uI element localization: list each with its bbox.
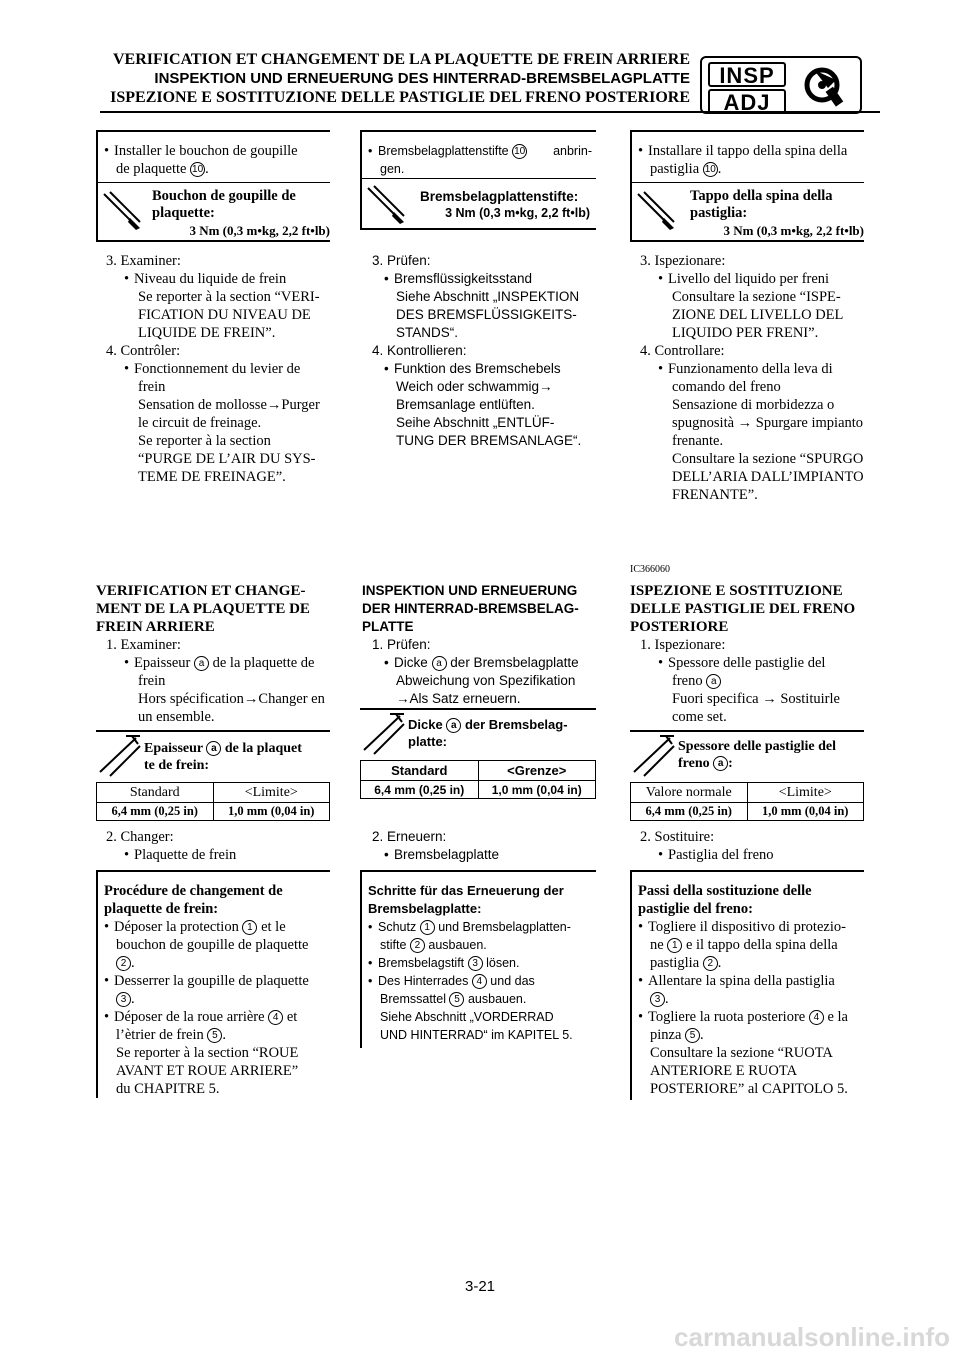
caliper-icon [360, 710, 408, 758]
de-spec-table: Dicke a der Bremsbelag- platte: Standard <Grenze> 6,4 mm (0,25 in) 1,0 mm (0,04 in) [360, 708, 596, 799]
fr-torque-value: 3 Nm (0,3 m•kg, 2,2 ft•lb) [189, 223, 330, 238]
caliper-icon [630, 732, 678, 780]
it-step-1: 1. Ispezionare: • Spessore delle pastiglie del freno a Fuori specifica → Sostituirle come set. [640, 637, 840, 725]
it-spec-table: Spessore delle pastiglie del freno a : Valore normale <Limite> 6,4 mm (0,25 in) 1,0 mm (0,04 in) [630, 730, 864, 821]
fr-spec-table: Epaisseur a de la plaquet te de frein: Standard <Limite> 6,4 mm (0,25 in) 1,0 mm (0,04 in) [96, 730, 330, 821]
it-torque-title: Tappo della spina della [690, 188, 833, 204]
it-install-box: • Installare il tappo della spina della pastiglia 10 . Tappo della spina della pastiglia: 3 Nm (0,3 m•kg, 2,2 ft•lb) [630, 130, 864, 242]
badge-adj: ADJ [708, 89, 786, 114]
de-torque-title: Bremsbelagplattenstifte: [420, 189, 579, 204]
torque-wrench-icon [634, 188, 678, 232]
it-install-text: Installare il tappo della spina della [648, 143, 848, 159]
watermark: carmanualsonline.info [674, 1322, 950, 1352]
it-steps-3-4: 3. Ispezionare: • Livello del liquido per freni Consultare la sezione “ISPE- ZIONE DEL LIVELLO DEL LIQUIDO PER FRENI”. 4. Controllare: • Funzionamento della leva di comando del freno Sensazione di morbidezza o spugnosità → Spurgare impianto frenante. Consultare la sezione “SPURGO DELL’ARIA DALL’IMPIANTO FRENANTE”. [640, 253, 864, 503]
it-torque-value: 3 Nm (0,3 m•kg, 2,2 ft•lb) [723, 223, 864, 238]
caliper-icon [96, 732, 144, 780]
it-step-2: 2. Sostituire: • Pastiglia del freno [640, 829, 774, 863]
de-install-text: Bremsbelagplattenstifte [378, 144, 509, 158]
fr-steps-3-4: 3. Examiner: • Niveau du liquide de frein Se reporter à la section “VERI- FICATION DU NIVEAU DE LIQUIDE DE FREIN”. 4. Contrôler: • Fonctionnement du levier de frein Sensation de mollosse→Purger le circuit de freinage. Se reporter à la section “PURGE DE L’AIR DU SYS- TEME DE FREINAGE”. [106, 253, 320, 485]
title-fr: VERIFICATION ET CHANGEMENT DE LA PLAQUETTE DE FREIN ARRIERE [113, 51, 690, 68]
de-step-1: 1. Prüfen: • Dicke a der Bremsbelagplatte Abweichung von Spezifikation →Als Satz erneuern. [372, 637, 579, 706]
de-section-heading: INSPEKTION UND ERNEUERUNG DER HINTERRAD-BREMSBELAG- PLATTE [362, 583, 579, 634]
it-section-heading: ISPEZIONE E SOSTITUZIONE DELLE PASTIGLIE DEL FRENO POSTERIORE [630, 583, 856, 635]
fr-step-1: 1. Examiner: • Epaisseur a de la plaquette de frein Hors spécification→Changer en un ensemble. [106, 637, 325, 725]
badge-insp: INSP [708, 62, 786, 87]
fr-install-text: Installer le bouchon de goupille [114, 143, 298, 159]
page-number: 3-21 [464, 1278, 496, 1295]
ref-10: 10 [192, 164, 204, 175]
wrench-gauge-icon [796, 62, 854, 108]
fr-torque-title: Bouchon de goupille de [152, 188, 296, 204]
torque-wrench-icon [364, 182, 408, 226]
section-badge [700, 56, 862, 114]
fr-step-2: 2. Changer: • Plaquette de frein [106, 829, 237, 863]
it-ref-code: IC366060 [630, 564, 670, 575]
torque-wrench-icon [100, 188, 144, 232]
de-steps-3-4: 3. Prüfen: • Bremsflüssigkeitsstand Siehe Abschnitt „INSPEKTION DES BREMSFLÜSSIGKEITS- STANDS“. 4. Kontrollieren: • Funktion des Bremschebels Weich oder schwammig→ Bremsanlage entlüften. Seihe Abschnitt „ENTLÜF- TUNG DER BREMSANLAGE“. [372, 253, 582, 448]
fr-install-box: • Installer le bouchon de goupille de plaquette 10 . Bouchon de goupille de plaquette: 3 Nm (0,3 m•kg, 2,2 ft•lb) [96, 130, 330, 242]
title-it: ISPEZIONE E SOSTITUZIONE DELLE PASTIGLIE DEL FRENO POSTERIORE [110, 89, 690, 106]
de-step-2: 2. Erneuern: • Bremsbelagplatte [372, 829, 500, 862]
de-install-box: • Bremsbelagplattenstifte 10 anbrin- gen. Bremsbelagplattenstifte: 3 Nm (0,3 m•kg, 2,2 ft•lb) [360, 130, 596, 230]
title-de: INSPEKTION UND ERNEUERUNG DES HINTERRAD-BREMSBELAGPLATTE [154, 70, 690, 87]
torque-divider [96, 182, 330, 183]
fr-procedure-box: Procédure de changement de plaquette de frein: • Déposer la protection 1 et le bouchon de goupille de plaquette 2 . • Desserrer la goupille de plaquette 3 . • Déposer de la roue arrière 4 et l’ètrier de frein 5 . Se reporter à la section “ROUE AVANT ET ROUE ARRIERE” du CHAPITRE 5. [96, 870, 330, 1088]
fr-section-heading: VERIFICATION ET CHANGE- MENT DE LA PLAQUETTE DE FREIN ARRIERE [96, 583, 310, 635]
de-torque-value: 3 Nm (0,3 m•kg, 2,2 ft•lb) [445, 206, 590, 220]
it-procedure-box: Passi della sostituzione delle pastiglie del freno: • Togliere il dispositivo di protezio- ne 1 e il tappo della spina della pastiglia 2 . • Allentare la spina della pastiglia 3 . • Togliere la ruota posteriore 4 e la pinza 5 . Consultare la sezione “RUOTA ANTERIORE E RUOTA POSTERIORE” al CAPITOLO 5. [630, 870, 864, 1088]
de-procedure-box: Schritte für das Erneuerung der Bremsbelagplatte: • Schutz 1 und Bremsbelagplatten- stifte 2 ausbauen. • Bremsbelagstift 3 lösen. • Des Hinterrades 4 und das Bremssattel 5 ausbauen. Siehe Abschnitt „VORDERRAD UND HINTERRAD“ im KAPITEL 5. [360, 870, 596, 1034]
page-header [95, 50, 690, 107]
